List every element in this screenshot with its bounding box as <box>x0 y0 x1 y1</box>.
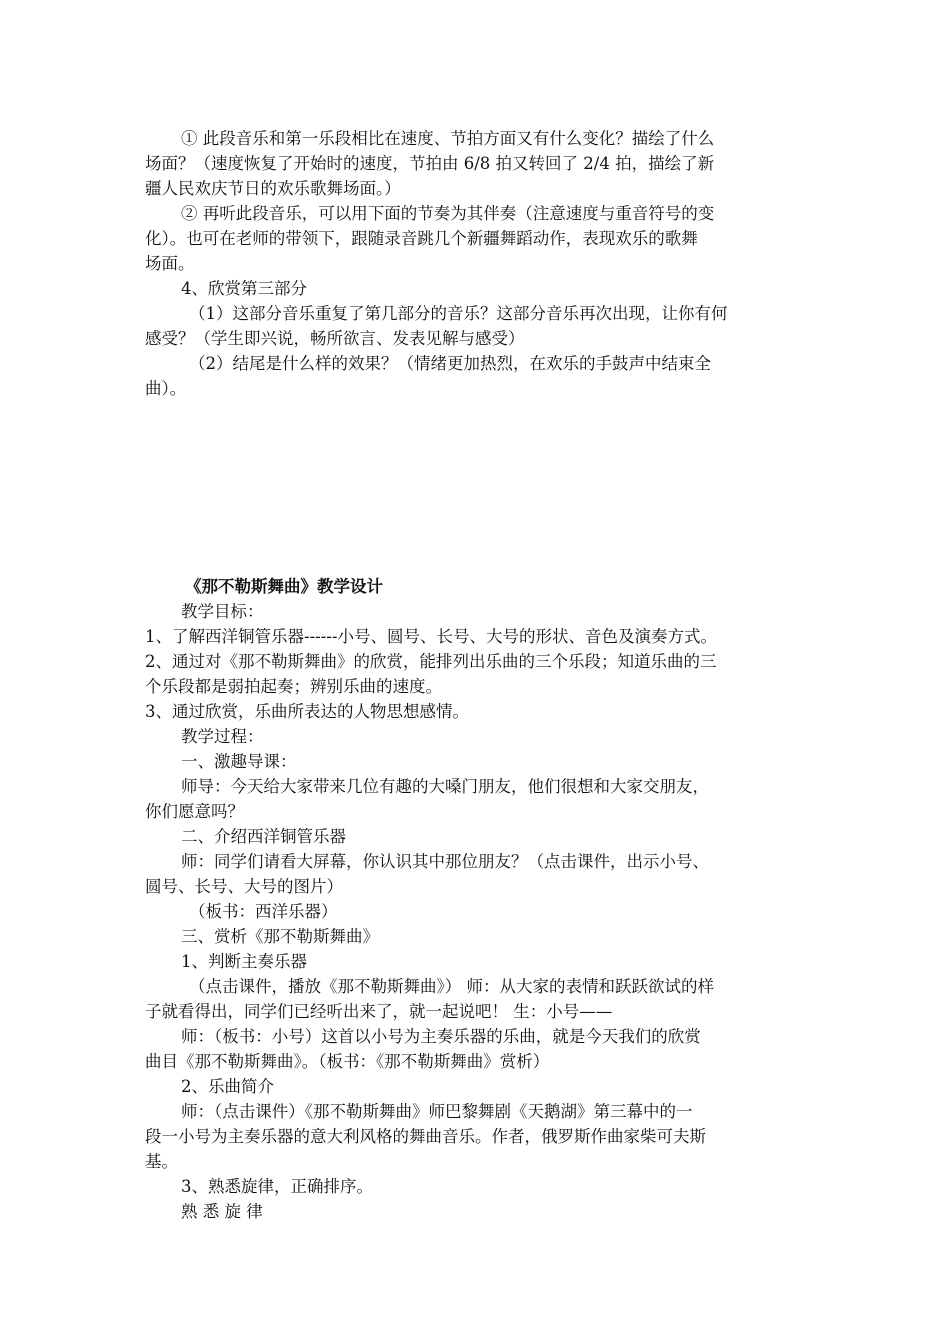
paragraph: 场面？（速度恢复了开始时的速度，节拍由 6/8 拍又转回了 2/4 拍，描绘了新 <box>145 154 715 173</box>
paragraph: 曲）。 <box>145 379 187 398</box>
design-title: 《那不勒斯舞曲》教学设计 <box>185 577 383 596</box>
paragraph: 3、通过欣赏，乐曲所表达的人物思想感情。 <box>145 702 469 721</box>
paragraph: 师：同学们请看大屏幕，你认识其中那位朋友？（点击课件，出示小号、 <box>181 852 709 871</box>
paragraph: 基。 <box>145 1152 178 1171</box>
paragraph: 段一小号为主奏乐器的意大利风格的舞曲音乐。作者，俄罗斯作曲家柴可夫斯 <box>145 1127 706 1146</box>
paragraph: （2）结尾是什么样的效果？（情绪更加热烈，在欢乐的手鼓声中结束全 <box>189 354 711 373</box>
paragraph: ② 再听此段音乐，可以用下面的节奏为其伴奏（注意速度与重音符号的变 <box>181 204 715 223</box>
paragraph: 疆人民欢庆节日的欢乐歌舞场面。） <box>145 179 401 198</box>
paragraph: 子就看得出，同学们已经听出来了，就一起说吧！ 生：小号—— <box>145 1002 613 1021</box>
paragraph: 教学过程： <box>181 727 264 746</box>
paragraph: 2、通过对《那不勒斯舞曲》的欣赏，能排列出乐曲的三个乐段；知道乐曲的三 <box>145 652 717 671</box>
paragraph: 二、介绍西洋铜管乐器 <box>181 827 346 846</box>
paragraph: 1、判断主奏乐器 <box>181 952 307 971</box>
paragraph: 3、熟悉旋律，正确排序。 <box>181 1177 373 1196</box>
paragraph: 你们愿意吗？ <box>145 802 244 821</box>
paragraph: （板书：西洋乐器） <box>189 902 338 921</box>
section-top <box>145 126 815 401</box>
paragraph: 师导：今天给大家带来几位有趣的大嗓门朋友，他们很想和大家交朋友， <box>181 777 709 796</box>
paragraph: 曲目《那不勒斯舞曲》。（板书：《那不勒斯舞曲》赏析） <box>145 1052 550 1071</box>
paragraph: （点击课件，播放《那不勒斯舞曲》） 师：从大家的表情和跃跃欲试的样 <box>189 977 714 996</box>
paragraph: 熟 悉 旋 律 <box>181 1202 263 1221</box>
paragraph: 师：（点击课件）《那不勒斯舞曲》师巴黎舞剧《天鹅湖》第三幕中的一 <box>181 1102 693 1121</box>
paragraph: 感受？（学生即兴说，畅所欲言、发表见解与感受） <box>145 329 525 348</box>
paragraph: 2、乐曲简介 <box>181 1077 274 1096</box>
paragraph: 4、欣赏第三部分 <box>181 279 307 298</box>
paragraph: 一、激趣导课： <box>181 752 297 771</box>
paragraph: 场面。 <box>145 254 195 273</box>
paragraph: ① 此段音乐和第一乐段相比在速度、节拍方面又有什么变化？描绘了什么 <box>181 129 715 148</box>
section-bottom <box>145 574 815 1224</box>
paragraph: （1）这部分音乐重复了第几部分的音乐？这部分音乐再次出现，让你有何 <box>189 304 728 323</box>
paragraph: 三、赏析《那不勒斯舞曲》 <box>181 927 379 946</box>
paragraph: 圆号、长号、大号的图片） <box>145 877 343 896</box>
paragraph: 个乐段都是弱拍起奏；辨别乐曲的速度。 <box>145 677 442 696</box>
paragraph: 1、了解西洋铜管乐器------小号、圆号、长号、大号的形状、音色及演奏方式。 <box>145 627 717 646</box>
paragraph: 化）。也可在老师的带领下，跟随录音跳几个新疆舞蹈动作，表现欢乐的歌舞 <box>145 229 698 248</box>
paragraph: 教学目标： <box>181 602 264 621</box>
paragraph: 师：（板书：小号）这首以小号为主奏乐器的乐曲，就是今天我们的欣赏 <box>181 1027 701 1046</box>
